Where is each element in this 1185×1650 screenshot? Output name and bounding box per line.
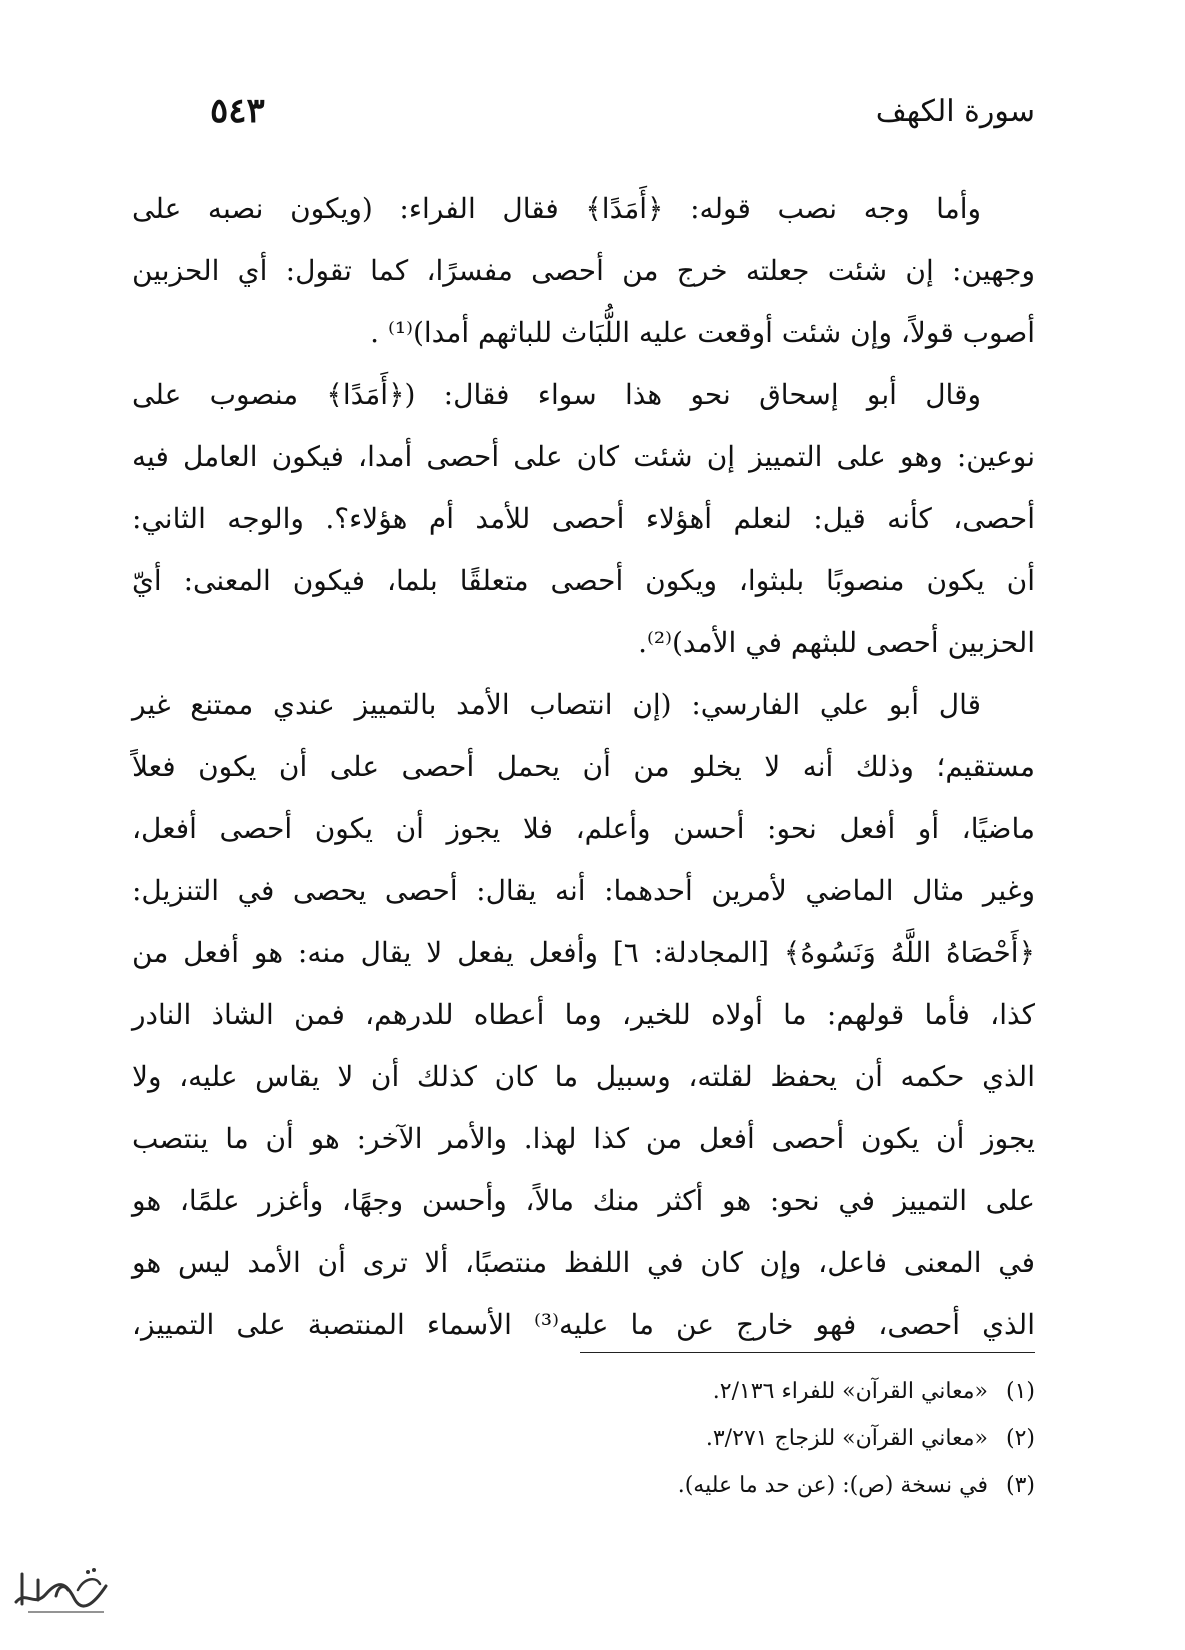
text-line: وغير مثال الماضي لأمرين أحدهما: أنه يقال: أحصى يحصى في التنزيل: (132, 874, 1035, 907)
footnote-item (180, 1415, 1035, 1462)
text-line: الحزبين أحصى للبثهم في الأمد)⁽²⁾. (638, 626, 1035, 659)
footnote-number: (١) (1005, 1379, 1035, 1404)
text-line: ﴿أَحْصَاهُ اللَّهُ وَنَسُوهُ﴾ [المجادلة: ٦] وأفعل يفعل لا يقال منه: هو أفعل من (132, 936, 1035, 969)
text-line: أن يكون منصوبًا بلبثوا، ويكون أحصى متعلقًا بلما، فيكون المعنى: أيّ (132, 564, 1035, 597)
text-line: نوعين: وهو على التمييز إن شئت كان على أحصى أمدا، فيكون العامل فيه (132, 440, 1035, 473)
footnote-separator (580, 1352, 1035, 1353)
text-line: أصوب قولاً، وإن شئت أوقعت عليه اللُّبَاث للباثهم أمدا)⁽¹⁾ . (370, 316, 1035, 349)
text-line: الذي أحصى، فهو خارج عن ما عليه⁽³⁾ الأسماء المنتصبة على التمييز، (132, 1308, 1035, 1341)
main-text (132, 178, 1035, 1356)
text-line: وقال أبو إسحاق نحو هذا سواء فقال: (﴿أَمَدًا﴾ منصوب على (132, 378, 981, 411)
footnote-item (180, 1368, 1035, 1415)
footnote-text: «معاني القرآن» للفراء ٢/١٣٦. (712, 1379, 988, 1404)
text-line: ماضيًا، أو أفعل نحو: أحسن وأعلم، فلا يجوز أن يكون أحصى أفعل، (132, 812, 1035, 845)
text-line: وجهين: إن شئت جعلته خرج من أحصى مفسرًا، كما تقول: أي الحزبين (132, 254, 1035, 287)
footnote-text: «معاني القرآن» للزجاج ٣/٢٧١. (705, 1426, 988, 1451)
footnotes (180, 1368, 1035, 1509)
footnote-number: (٢) (1005, 1426, 1035, 1451)
footnote-text: في نسخة (ص): (عن حد ما عليه). (677, 1473, 988, 1498)
text-line: كذا، فأما قولهم: ما أولاه للخير، وما أعطاه للدرهم، فمن الشاذ النادر (132, 998, 1035, 1031)
text-line: على التمييز في نحو: هو أكثر منك مالاً، وأحسن وجهًا، وأغزر علمًا، هو (132, 1184, 1035, 1217)
surah-title: سورة الكهف (875, 94, 1035, 129)
footnote-item (180, 1462, 1035, 1509)
text-line: وأما وجه نصب قوله: ﴿أَمَدًا﴾ فقال الفراء: (ويكون نصبه على (132, 192, 981, 225)
footnote-number: (٣) (1005, 1473, 1035, 1498)
text-line: مستقيم؛ وذلك أنه لا يخلو من أن يحمل أحصى على أن يكون فعلاً (132, 750, 1035, 783)
text-line: الذي حكمه أن يحفظ لقلته، وسبيل ما كان كذلك أن لا يقاس عليه، ولا (132, 1060, 1035, 1093)
text-line: يجوز أن يكون أحصى أفعل من كذا لهذا. والأمر الآخر: هو أن ما ينتصب (132, 1122, 1035, 1155)
text-line: قال أبو علي الفارسي: (إن انتصاب الأمد بالتمييز عندي ممتنع غير (132, 688, 981, 721)
page-header (180, 92, 1035, 142)
text-line: في المعنى فاعل، وإن كان في اللفظ منتصبًا، ألا ترى أن الأمد ليس هو (132, 1246, 1035, 1279)
publisher-logo (8, 1560, 113, 1620)
page-number: ٥٤٣ (210, 91, 265, 131)
text-line: أحصى، كأنه قيل: لنعلم أهؤلاء أحصى للأمد أم هؤلاء؟. والوجه الثاني: (132, 502, 1035, 535)
